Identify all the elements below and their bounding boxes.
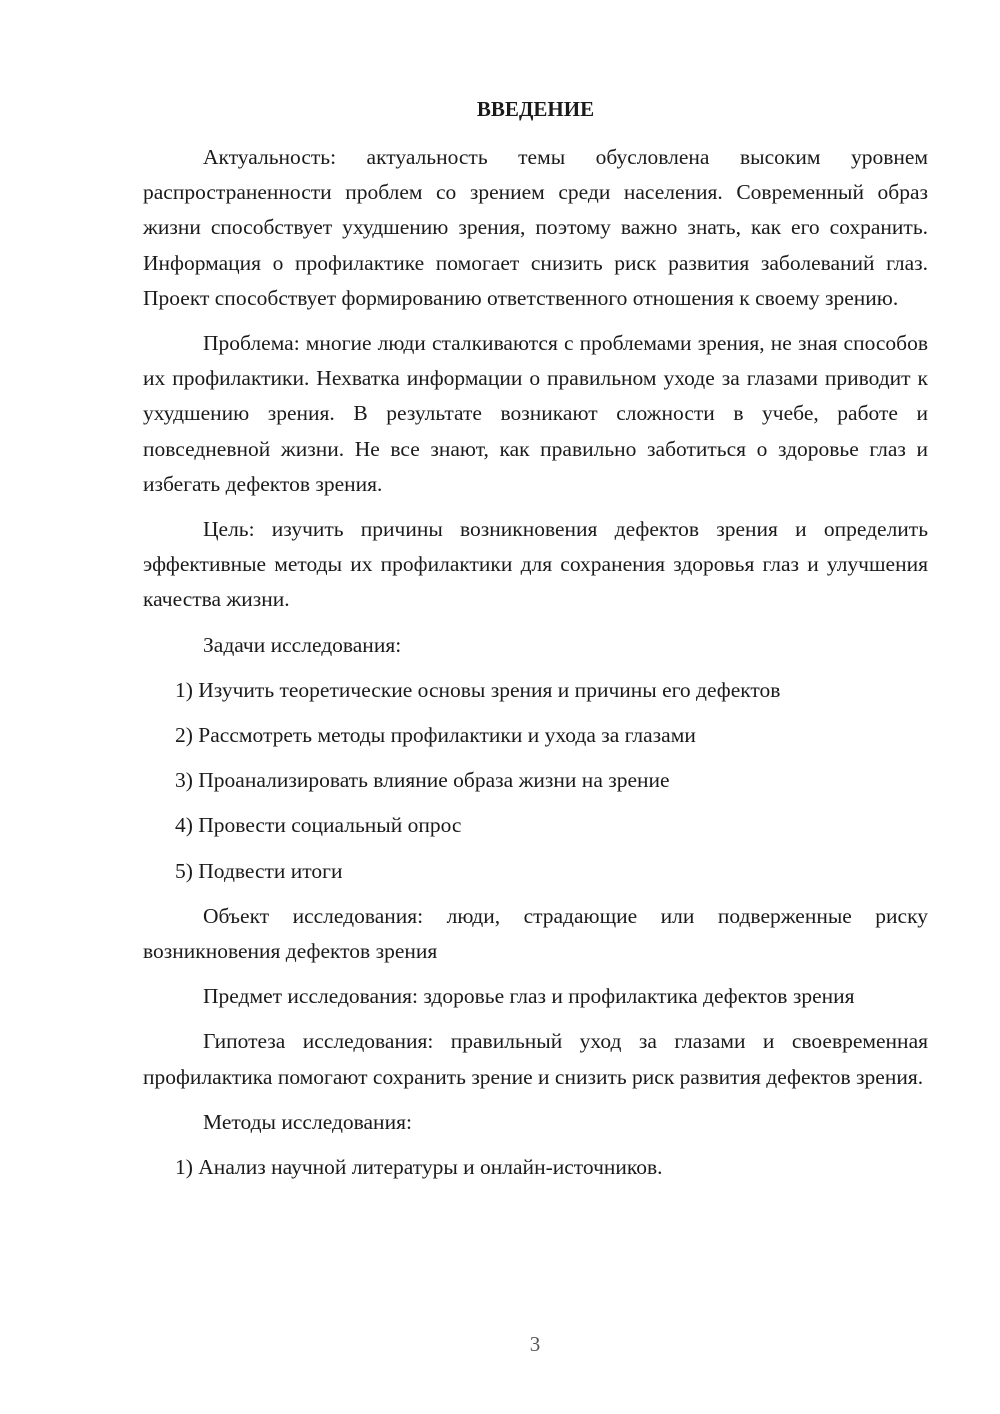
object-paragraph: Объект исследования: люди, страдающие или подверженные риску возникновения дефектов зрения xyxy=(143,903,928,964)
list-item: 4) Провести социальный опрос xyxy=(175,813,462,838)
hypothesis-paragraph: Гипотеза исследования: правильный уход за глазами и своевременная профилактика помогают сохранить зрение и снизить риск развития дефектов зрения. xyxy=(143,1029,928,1089)
methods-heading: Методы исследования: xyxy=(203,1109,412,1134)
relevance-paragraph: Актуальность: актуальность темы обусловлена высоким уровнем распространенности проблем со зрением среди населения. Современный образ жизни способствует ухудшению зрения, поэтому важно знать, как его сохранить. Информация о профилактике помогает снизить риск развития заболеваний глаз. Проект способствует формированию ответственного отношения к своему зрению. xyxy=(143,145,928,310)
list-item: 5) Подвести итоги xyxy=(175,858,343,883)
goal-paragraph: Цель: изучить причины возникновения дефектов зрения и определить эффективные методы их профилактики для сохранения здоровья глаз и улучшения качества жизни. xyxy=(143,517,928,612)
page-title: ВВЕДЕНИЕ xyxy=(476,97,595,121)
problem-paragraph: Проблема: многие люди сталкиваются с проблемами зрения, не зная способов их профилактики. Нехватка информации о правильном уходе за глазами приводит к ухудшению зрения. В результате возникают сложности в учебе, работе и повседневной жизни. Не все знают, как правильно заботиться о здоровье глаз и избегать дефектов зрения. xyxy=(143,331,928,496)
tasks-list xyxy=(143,673,928,889)
list-item: 1) Анализ научной литературы и онлайн-источников. xyxy=(175,1155,663,1180)
page-number: 3 xyxy=(529,1332,541,1356)
list-item: 2) Рассмотреть методы профилактики и ухода за глазами xyxy=(175,723,696,748)
list-item: 3) Проанализировать влияние образа жизни на зрение xyxy=(175,768,670,793)
methods-list xyxy=(143,1150,928,1185)
document-page xyxy=(143,92,928,1195)
tasks-heading: Задачи исследования: xyxy=(203,632,402,657)
list-item: 1) Изучить теоретические основы зрения и причины его дефектов xyxy=(175,677,781,702)
subject-paragraph: Предмет исследования: здоровье глаз и профилактика дефектов зрения xyxy=(203,984,855,1009)
